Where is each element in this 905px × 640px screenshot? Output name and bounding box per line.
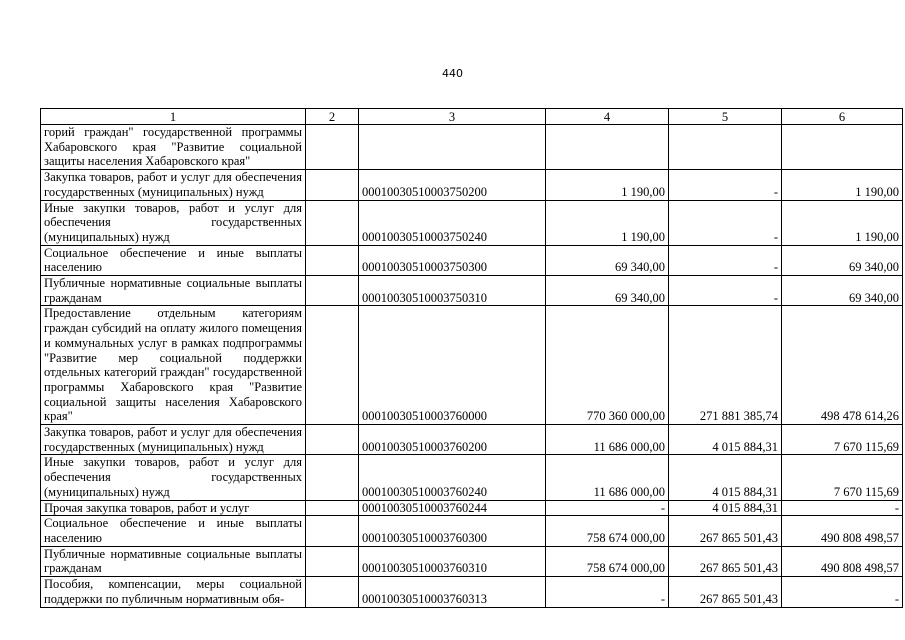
- column-header: 3: [359, 109, 546, 125]
- cell-col4-amount: 69 340,00: [546, 245, 669, 275]
- table-row: [41, 516, 903, 546]
- cell-col6-amount: 1 190,00: [782, 170, 903, 200]
- page-number: 440: [442, 67, 463, 80]
- cell-code: [359, 125, 546, 170]
- cell-code: 00010030510003760000: [359, 306, 546, 425]
- table-row: [41, 245, 903, 275]
- table-header-row: [41, 109, 903, 125]
- cell-col5-amount: -: [669, 245, 782, 275]
- cell-col4-amount: 770 360 000,00: [546, 306, 669, 425]
- cell-col4-amount: -: [546, 577, 669, 607]
- cell-col5-amount: 267 865 501,43: [669, 546, 782, 576]
- cell-col2: [306, 125, 359, 170]
- cell-description: Публичные нормативные социальные выплаты гражданам: [41, 276, 306, 306]
- cell-col6-amount: -: [782, 577, 903, 607]
- table-row: [41, 200, 903, 245]
- table-row: [41, 546, 903, 576]
- table-row: [41, 125, 903, 170]
- cell-col2: [306, 276, 359, 306]
- cell-col4-amount: -: [546, 500, 669, 516]
- column-header: 2: [306, 109, 359, 125]
- table-row: [41, 455, 903, 500]
- cell-col5-amount: -: [669, 170, 782, 200]
- cell-description: Иные закупки товаров, работ и услуг для обеспечения государственных (муниципальных) нужд: [41, 200, 306, 245]
- column-header: 5: [669, 109, 782, 125]
- table-row: [41, 170, 903, 200]
- table-row: [41, 577, 903, 607]
- cell-code: 00010030510003760300: [359, 516, 546, 546]
- cell-description: горий граждан" государственной программы Хабаровского края "Развитие социальной защиты населения Хабаровского края": [41, 125, 306, 170]
- cell-col2: [306, 516, 359, 546]
- cell-col2: [306, 546, 359, 576]
- cell-col4-amount: 1 190,00: [546, 200, 669, 245]
- cell-description: Предоставление отдельным категориям граждан субсидий на оплату жилого помещения и коммунальных услуг в рамках подпрограммы "Развитие мер социальной поддержки отдельных категорий граждан" государственной программы Хабаровского края "Развитие социальной защиты населения Хабаровского края": [41, 306, 306, 425]
- cell-col6-amount: [782, 125, 903, 170]
- table-row: [41, 306, 903, 425]
- cell-description: Закупка товаров, работ и услуг для обеспечения государственных (муниципальных) нужд: [41, 425, 306, 455]
- cell-col2: [306, 455, 359, 500]
- cell-col2: [306, 306, 359, 425]
- cell-col6-amount: 69 340,00: [782, 276, 903, 306]
- cell-col4-amount: 758 674 000,00: [546, 546, 669, 576]
- cell-col5-amount: -: [669, 200, 782, 245]
- cell-col5-amount: 267 865 501,43: [669, 516, 782, 546]
- cell-code: 00010030510003750300: [359, 245, 546, 275]
- cell-col2: [306, 245, 359, 275]
- cell-col5-amount: 267 865 501,43: [669, 577, 782, 607]
- table-row: [41, 276, 903, 306]
- cell-code: 00010030510003760244: [359, 500, 546, 516]
- cell-col6-amount: 7 670 115,69: [782, 455, 903, 500]
- cell-code: 00010030510003760240: [359, 455, 546, 500]
- column-header: 1: [41, 109, 306, 125]
- cell-col4-amount: 69 340,00: [546, 276, 669, 306]
- cell-col4-amount: 11 686 000,00: [546, 455, 669, 500]
- cell-description: Социальное обеспечение и иные выплаты населению: [41, 516, 306, 546]
- table-row: [41, 425, 903, 455]
- cell-col6-amount: 490 808 498,57: [782, 546, 903, 576]
- cell-col5-amount: 4 015 884,31: [669, 425, 782, 455]
- cell-code: 00010030510003760310: [359, 546, 546, 576]
- cell-description: Иные закупки товаров, работ и услуг для обеспечения государственных (муниципальных) нужд: [41, 455, 306, 500]
- cell-col2: [306, 500, 359, 516]
- cell-description: Закупка товаров, работ и услуг для обеспечения государственных (муниципальных) нужд: [41, 170, 306, 200]
- cell-col2: [306, 170, 359, 200]
- cell-col4-amount: 11 686 000,00: [546, 425, 669, 455]
- cell-col5-amount: [669, 125, 782, 170]
- cell-col2: [306, 577, 359, 607]
- cell-col4-amount: 758 674 000,00: [546, 516, 669, 546]
- cell-description: Социальное обеспечение и иные выплаты населению: [41, 245, 306, 275]
- column-header: 6: [782, 109, 903, 125]
- cell-col5-amount: 4 015 884,31: [669, 500, 782, 516]
- cell-col5-amount: -: [669, 276, 782, 306]
- cell-description: Пособия, компенсации, меры социальной поддержки по публичным нормативным обя-: [41, 577, 306, 607]
- column-header: 4: [546, 109, 669, 125]
- cell-code: 00010030510003760313: [359, 577, 546, 607]
- cell-col5-amount: 4 015 884,31: [669, 455, 782, 500]
- cell-description: Публичные нормативные социальные выплаты гражданам: [41, 546, 306, 576]
- cell-description: Прочая закупка товаров, работ и услуг: [41, 500, 306, 516]
- cell-col2: [306, 425, 359, 455]
- cell-col6-amount: 498 478 614,26: [782, 306, 903, 425]
- cell-code: 00010030510003750310: [359, 276, 546, 306]
- cell-col2: [306, 200, 359, 245]
- cell-col6-amount: 7 670 115,69: [782, 425, 903, 455]
- cell-col5-amount: 271 881 385,74: [669, 306, 782, 425]
- cell-code: 00010030510003750200: [359, 170, 546, 200]
- table-row: [41, 500, 903, 516]
- cell-code: 00010030510003750240: [359, 200, 546, 245]
- cell-col4-amount: 1 190,00: [546, 170, 669, 200]
- cell-col4-amount: [546, 125, 669, 170]
- cell-col6-amount: -: [782, 500, 903, 516]
- cell-col6-amount: 69 340,00: [782, 245, 903, 275]
- budget-table: [40, 108, 903, 608]
- cell-code: 00010030510003760200: [359, 425, 546, 455]
- cell-col6-amount: 490 808 498,57: [782, 516, 903, 546]
- cell-col6-amount: 1 190,00: [782, 200, 903, 245]
